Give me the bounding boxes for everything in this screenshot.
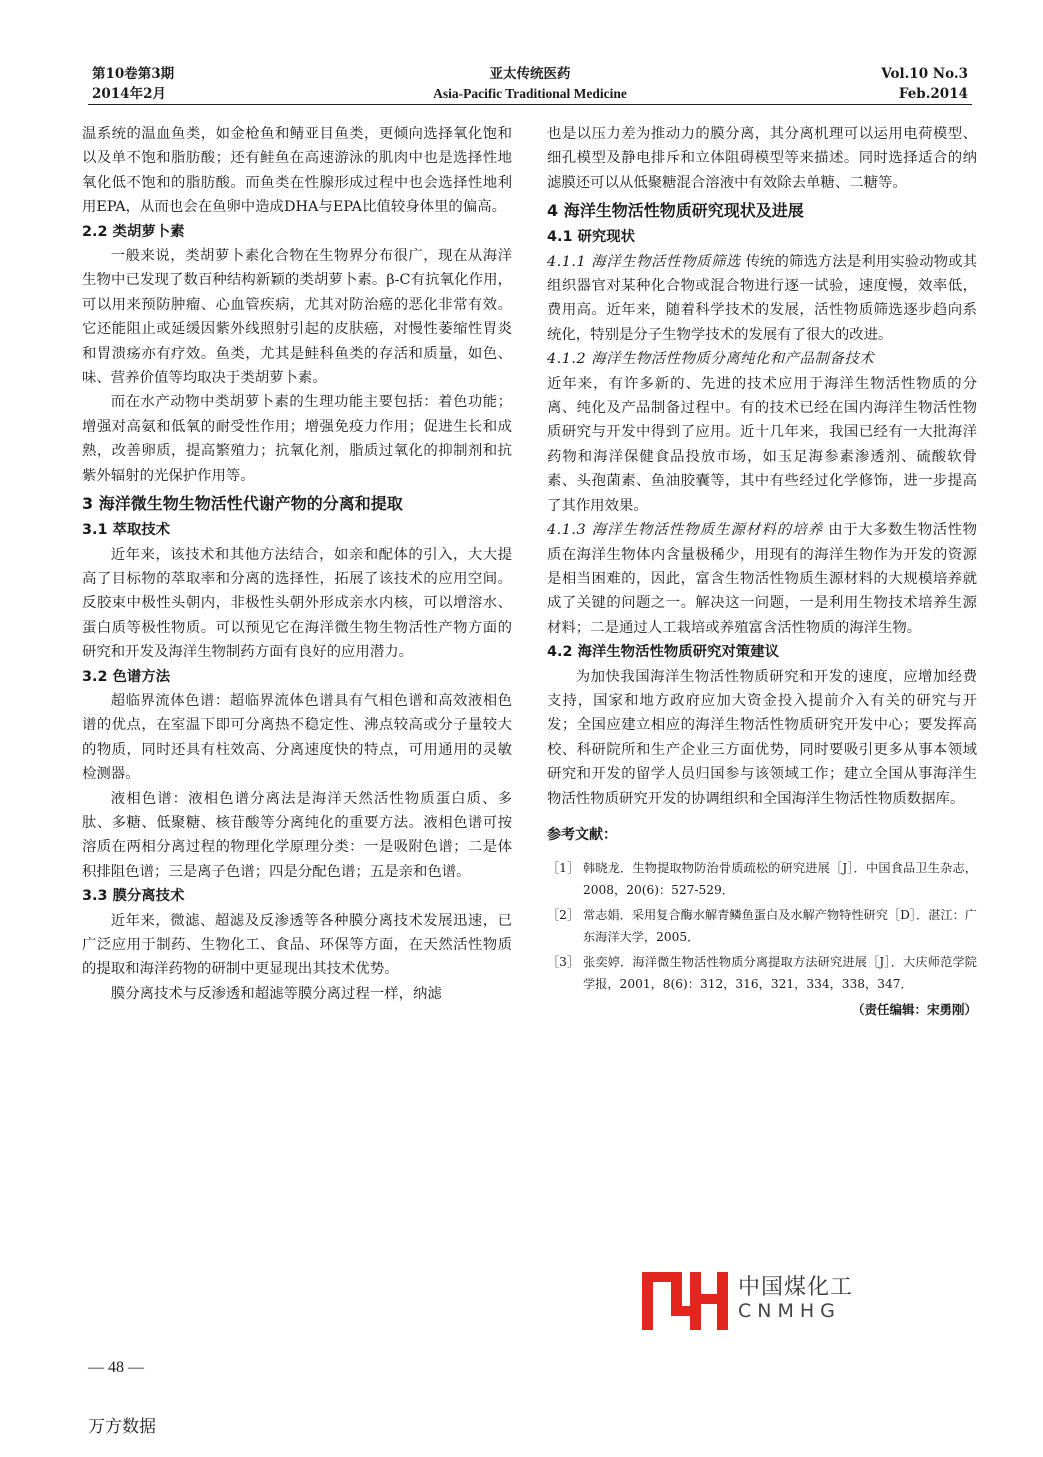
references-list xyxy=(547,857,977,995)
reference-item xyxy=(547,904,977,948)
paragraph: 温系统的温血鱼类，如金枪鱼和鲭亚目鱼类，更倾向选择氧化饱和以及单不饱和脂肪酸；还有鲑鱼在高速游泳的肌肉中也是选择性地氧化低不饱和的脂肪酸。而鱼类在性腺形成过程中也会选择性地利用EPA，从而也会在鱼卵中造成DHA与EPA比值较身体里的偏高。 xyxy=(82,126,512,216)
paragraph: 为加快我国海洋生物活性物质研究和开发的速度，应增加经费支持，国家和地方政府应加大资金投入提前介入有关的研究与开发；全国应建立相应的海洋生物活性物质研究开发中心；要发挥高校、科研院所和生产企业三方面优势，同时要吸引更多从事本领域研究和开发的留学人员归国参与该领域工作；建立全国从事海洋生物活性物质研究开发的协调组织和全国海洋生物活性物质数据库。 xyxy=(547,668,977,807)
section-heading-4: 4 海洋生物活性物质研究现状及进展 xyxy=(547,201,804,221)
reference-number: ［2］ xyxy=(547,908,580,923)
subsection-heading-4-1-3: 4.1.3 海洋生物活性物质生源材料的培养 xyxy=(547,522,824,539)
reference-item xyxy=(547,857,977,901)
section-heading-3-1: 3.1 萃取技术 xyxy=(82,522,171,539)
paragraph-text: 由于大多数生物活性物质在海洋生物体内含量极稀少，用现有的海洋生物作为开发的资源是相当困难的，因此，富含生物活性物质生源材料的大规模培养就成了关键的问题之一。解决这一问题，一是利用生物技术培养生源材料；二是通过人工栽培或养殖富含活性物质的海洋生物。 xyxy=(547,522,977,636)
volume-issue-en: Vol.10 No.3 xyxy=(881,66,968,82)
paragraph: 而在水产动物中类胡萝卜素的生理功能主要包括：着色功能；增强对高氨和低氧的耐受性作用；增强免疫力作用；促进生长和成熟，改善卵质，提高繁殖力；抗氧化剂，脂质过氧化的抑制剂和抗紫外辐射的光保护作用等。 xyxy=(82,394,512,484)
paragraph xyxy=(547,250,977,348)
journal-title xyxy=(88,64,972,104)
reference-item xyxy=(547,951,977,995)
paragraph: 近年来，该技术和其他方法结合，如亲和配体的引入，大大提高了目标物的萃取率和分离的选择性，拓展了该技术的应用空间。反胶束中极性头朝内，非极性头朝外形成亲水内核，可以增溶水、蛋白质等极性物质。可以预见它在海洋微生物生物活性产物方面的研究和开发及海洋生物制药方面有良好的应用潜力。 xyxy=(82,546,512,661)
paragraph-text: 传统的筛选方法是利用实验动物或其组织器官对某种化合物或混合物进行逐一试验，速度慢，效率低，费用高。近年来，随着科学技术的发展，活性物质筛选逐步趋向系统化，特别是分子生物学技术的发展有了很大的改进。 xyxy=(547,253,977,343)
subsection-heading-4-1-2: 4.1.2 海洋生物活性物质分离纯化和产品制备技术 xyxy=(547,351,875,368)
section-heading-3: 3 海洋微生物生物活性代谢产物的分离和提取 xyxy=(82,494,403,514)
section-heading-3-2: 3.2 色谱方法 xyxy=(82,668,171,685)
journal-title-cn: 亚太传统医药 xyxy=(489,66,571,82)
page-number: — 48 — xyxy=(88,1359,144,1376)
paragraph: 近年来，有许多新的、先进的技术应用于海洋生物活性物质的分离、纯化及产品制备过程中。有的技术已经在国内海洋生物活性物质研究与开发中得到了应用。近十几年来，我国已经有一大批海洋药物和海洋保健食品投放市场，如玉足海参素渗透剂、硫酸软骨素、头孢菌素、鱼油胶囊等，其中有些经过化学修饰，进一步提高了其作用效果。 xyxy=(547,375,977,514)
paragraph: 近年来，微滤、超滤及反渗透等各种膜分离技术发展迅速，已广泛应用于制药、生物化工、食品、环保等方面，在天然活性物质的提取和海洋药物的研制中更显现出其技术优势。 xyxy=(82,912,512,978)
date-cn: 2014年2月 xyxy=(92,86,166,102)
journal-title-en: Asia-Pacific Traditional Medicine xyxy=(433,86,627,101)
subsection-heading-4-1-1: 4.1.1 海洋生物活性物质筛选 xyxy=(547,253,741,270)
cnmhg-logo xyxy=(640,1266,860,1332)
cnmhg-logo-mark xyxy=(640,1266,732,1332)
left-column xyxy=(82,122,512,1006)
section-heading-4-2: 4.2 海洋生物活性物质研究对策建议 xyxy=(547,644,779,661)
reference-text: 张奕婷．海洋微生物活性物质分离提取方法研究进展［J］．大庆师范学院学报，2001，8(6)：312，316，321，334，338，347． xyxy=(583,955,977,992)
page-header xyxy=(88,62,972,105)
paragraph: 一般来说，类胡萝卜素化合物在生物界分布很广，现在从海洋生物中已发现了数百种结构新颖的类胡萝卜素。β-C有抗氧化作用，可以用来预防肿瘤、心血管疾病，尤其对防治癌的恶化非常有效。它还能阻止或延缓因紫外线照射引起的皮肤癌，对慢性萎缩性胃炎和胃溃疡亦有疗效。鱼类，尤其是鲑科鱼类的存活和质量，如色、味、营养价值等均取决于类胡萝卜素。 xyxy=(82,248,512,387)
reference-text: 常志娟．采用复合酶水解青鳞鱼蛋白及水解产物特性研究［D］．湛江：广东海洋大学，2005． xyxy=(583,908,977,945)
paragraph: 超临界流体色谱：超临界流体色谱具有气相色谱和高效液相色谱的优点，在室温下即可分离热不稳定性、沸点较高或分子量较大的物质，同时还具有柱效高、分离速度快的特点，可用通用的灵敏检测器。 xyxy=(82,692,512,783)
paragraph xyxy=(547,518,977,640)
section-heading-4-1: 4.1 研究现状 xyxy=(547,229,636,246)
reference-text: 韩晓龙．生物提取物防治骨质疏松的研究进展［J］．中国食品卫生杂志，2008，20(6)：527-529． xyxy=(583,861,977,898)
section-heading-3-3: 3.3 膜分离技术 xyxy=(82,888,185,905)
reference-number: ［1］ xyxy=(547,861,580,876)
paragraph: 也是以压力差为推动力的膜分离，其分离机理可以运用电荷模型、细孔模型及静电排斥和立体阻碍模型等来描述。同时选择适合的纳滤膜还可以从低聚糖混合溶液中有效除去单糖、二糖等。 xyxy=(547,126,977,191)
footer-source: 万方数据 xyxy=(88,1417,156,1437)
section-heading-2-2: 2.2 类胡萝卜素 xyxy=(82,223,185,240)
responsible-editor: （责任编辑：宋勇刚） xyxy=(851,1002,977,1018)
references-heading: 参考文献： xyxy=(547,826,617,843)
paragraph: 液相色谱：液相色谱分离法是海洋天然活性物质蛋白质、多肽、多糖、低聚糖、核苷酸等分离纯化的重要方法。液相色谱可按溶质在两相分离过程的物理化学原理分类：一是吸附色谱；二是体积排阻色谱；三是离子色谱；四是分配色谱；五是亲和色谱。 xyxy=(82,790,512,880)
reference-number: ［3］ xyxy=(547,955,580,970)
logo-text-en: CNMHG xyxy=(738,1300,841,1322)
logo-text-cn: 中国煤化工 xyxy=(738,1275,854,1300)
right-column xyxy=(547,122,977,1023)
paragraph: 膜分离技术与反渗透和超滤等膜分离过程一样，纳滤 xyxy=(110,985,442,1002)
date-en: Feb.2014 xyxy=(898,86,968,102)
volume-issue-cn: 第10卷第3期 xyxy=(92,66,175,82)
journal-volume-issue-en xyxy=(881,64,968,104)
